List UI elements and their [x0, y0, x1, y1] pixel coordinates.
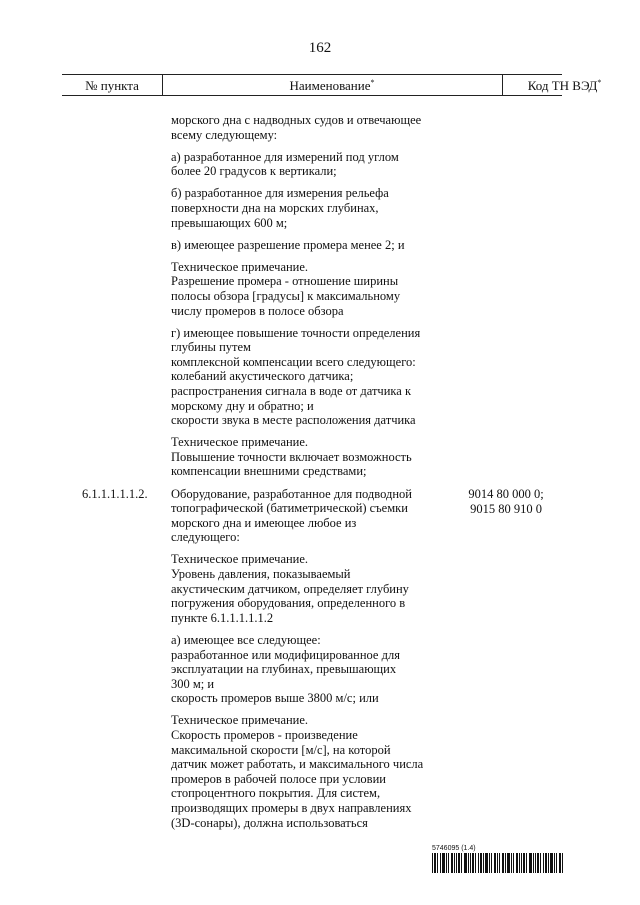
header-name: Наименование*	[162, 75, 503, 95]
paragraph: б) разработанное для измерения рельефа поверхности дна на морских глубинах, превышающих 600 м;	[171, 186, 389, 230]
item-text-block	[171, 113, 439, 838]
item-codes: 9014 80 000 0; 9015 80 910 0	[468, 487, 544, 516]
paragraph: в) имеющее разрешение промера менее 2; и	[171, 237, 405, 252]
header-number: № пункта	[62, 75, 163, 95]
table-header	[62, 74, 602, 96]
barcode-icon	[432, 853, 564, 873]
header-code: Код ТН ВЭД*	[527, 78, 602, 93]
paragraph: а) имеющее все следующее: разработанное или модифицированное для эксплуатации на глубинах, превышающих 300 м; и скорость промеров выше 3800 м/с; или	[171, 632, 400, 706]
paragraph: г) имеющее повышение точности определения глубины путем комплексной компенсации всего следующего: колебаний акустического датчика; распространения сигнала в воде от датчика к морскому дну и обратно; и скорости звука в месте расположения датчика	[171, 325, 421, 428]
paragraph: Техническое примечание. Скорость промеров - произведение максимальной скорости [м/с], на которой датчик может работать, и максимального числа промеров в рабочей полосе при условии стопроцентного покрытия. Для систем, производящих промеры в двух направлениях (3D-сонары), должна использоваться	[171, 713, 424, 830]
paragraph: Техническое примечание. Повышение точности включает возможность компенсации внешними средствами;	[171, 435, 412, 479]
paragraph: Техническое примечание. Разрешение промера - отношение ширины полосы обзора [градусы] к максимальному числу промеров в полосе обзора	[171, 259, 401, 318]
paragraph: Техническое примечание. Уровень давления, показываемый акустическим датчиком, определяет глубину погружения оборудования, определенного в пункте 6.1.1.1.1.1.2	[171, 552, 409, 625]
page-number: 162	[308, 40, 332, 56]
paragraph: морского дна с надводных судов и отвечающее всему следующему:	[171, 113, 422, 142]
paragraph-item-title: Оборудование, разработанное для подводной топографической (батиметрической) съемки морского дна и имеющее любое из следующего:	[171, 486, 412, 545]
item-number: 6.1.1.1.1.1.2.	[82, 487, 148, 501]
document-stamp: 5746095 (1.4)	[432, 845, 476, 852]
paragraph: а) разработанное для измерений под углом более 20 градусов к вертикали;	[171, 149, 399, 179]
